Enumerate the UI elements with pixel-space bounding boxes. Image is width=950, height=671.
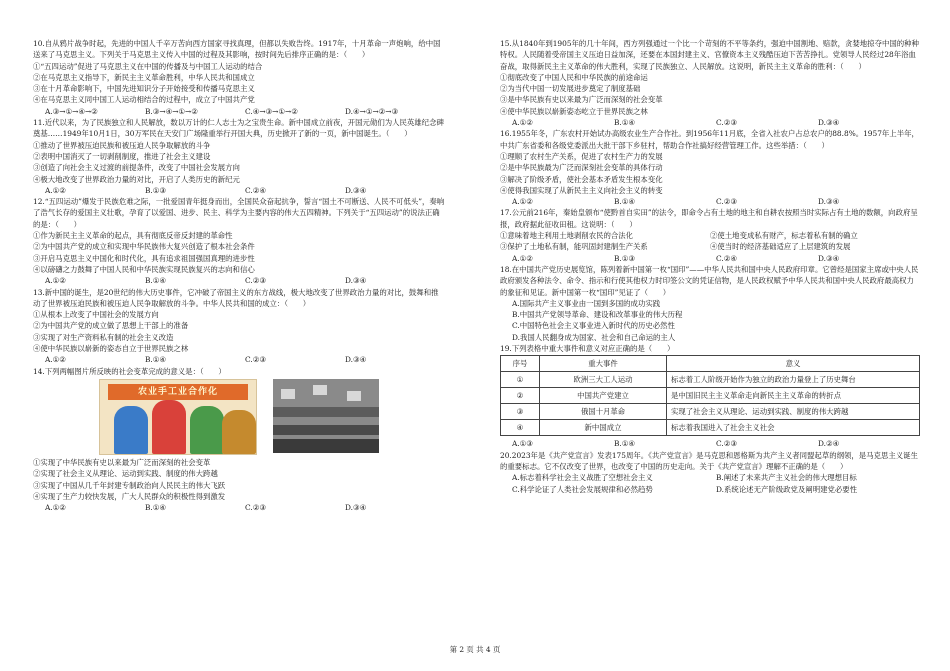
- option: ①理顺了农村生产关系，促进了农村生产力的发展: [500, 151, 663, 161]
- choice-c: C.②③: [245, 355, 266, 365]
- question-13: [33, 287, 445, 366]
- table-cell: 实现了社会主义从理论、运动到实践、制度的伟大跨越: [667, 404, 920, 420]
- table-cell: 欧洲三大工人运动: [540, 372, 667, 388]
- option: ④使得我国实现了从新民主主义向社会主义的转变: [500, 185, 663, 195]
- table-cell: ②: [501, 388, 540, 404]
- table-row: [501, 420, 920, 436]
- question-10: [33, 38, 445, 117]
- choice-a: A.①②: [512, 118, 533, 128]
- choice-c: C.②③: [716, 118, 737, 128]
- table-header-row: [501, 356, 920, 372]
- table-cell: ④: [501, 420, 540, 436]
- option: ②实现了社会主义从理论、运动到实践、制度的伟大跨越: [33, 469, 218, 479]
- choice-a: A.①②: [45, 355, 66, 365]
- choice-b: B.中国共产党领导革命、建设和改革事业的伟大历程: [512, 310, 683, 320]
- question-stem: 17.公元前216年，秦始皇颁布“使黔首自实田”的法令，即命令占有土地的地主和自耕农按照当时实际占有土地的数额，向政府呈报，政府据此征收田租。这说明：（ ）: [500, 208, 918, 229]
- table-row: [501, 404, 920, 420]
- question-stem: 13.新中国的诞生，是20世纪的伟大历史事件，它冲破了帝国主义的东方战线，极大地改变了世界政治力量的对比，鼓舞和推动了世界被压迫民族和被压迫人民争取解放的斗争。中华人民共和国的成立：（ ）: [33, 287, 439, 308]
- option: ④使中华民族以崭新的姿态自立于世界民族之林: [33, 344, 189, 354]
- answer-choices: [45, 106, 445, 117]
- option: ②为当代中国一切发展进步奠定了制度基础: [500, 84, 641, 94]
- option-row: [512, 472, 920, 483]
- choice-a: A.国际共产主义事业由一国到多国的成功实践: [512, 298, 661, 308]
- choice-c: C.②③: [245, 503, 266, 513]
- choice-b: B.阐述了未来共产主义社会的伟大理想目标: [716, 473, 857, 483]
- option: ③在十月革命影响下，中国先进知识分子开始接受和传播马克思主义: [33, 84, 255, 94]
- question-stem: 16.1955年冬，广东农村开始试办高级农业生产合作社。到1956年11月底，全省入社农户占总农户的88.8%。1957年上半年，中共广东省委和各级党委派出大批干部下乡驻村，帮助合作社搞好经营管理工作。这些举措：（ ）: [500, 129, 919, 150]
- table-cell: ①: [501, 372, 540, 388]
- option: ②在马克思主义指导下，新民主主义革命胜利，中华人民共和国成立: [33, 72, 255, 82]
- option: ③开启马克思主义中国化和时代化，具有追求祖国强国真理的进步性: [33, 253, 255, 263]
- option: ③创造了向社会主义过渡的前提条件，改变了中国社会发展方向: [33, 163, 240, 173]
- choice-d: D.③④: [818, 197, 840, 207]
- question-stem: 14.下列两幅图片所反映的社会变革完成的意义是：（ ）: [33, 366, 226, 376]
- choice-b: B.①④: [614, 197, 636, 207]
- question-stem: 19.下列表格中重大事件和意义对应正确的是（ ）: [500, 344, 675, 354]
- choice-d: D.③④: [345, 355, 367, 365]
- option: ①从根本上改变了中国社会的发展方向: [33, 310, 159, 320]
- answer-choices: [512, 253, 920, 264]
- choice-d: D.我国人民翻身成为国家、社会和自己命运的主人: [512, 332, 676, 342]
- table-cell: 标志着工人阶级开始作为独立的政治力量登上了历史舞台: [667, 372, 920, 388]
- choice-c: C.②③: [716, 439, 737, 449]
- question-19: [500, 343, 920, 450]
- option-row: [512, 484, 920, 495]
- table-cell: 新中国成立: [540, 420, 667, 436]
- option: ②使土地变成私有财产，标志着私有制的确立: [710, 231, 858, 241]
- table-cell: 中国共产党建立: [540, 388, 667, 404]
- question-12: [33, 196, 445, 286]
- table-cell: 标志着我国进入了社会主义社会: [667, 420, 920, 436]
- option: ②为中国共产党的成立和实现中华民族伟大复兴创造了根本社会条件: [33, 242, 255, 252]
- answer-choices: [45, 275, 445, 286]
- crowd-photo-image: [273, 379, 379, 453]
- choice-c: C.②③: [245, 276, 266, 286]
- choice-d: D.④→①→②→③: [345, 106, 399, 116]
- question-stem: 18.在中国共产党历史展览馆，陈列着新中国第一枚“国印”——中华人民共和国中央人民政府印章。它曾经是国家主席或中央人民政府颁发各种法令、命令、指示和行使其他权力时印签公文的凭证信物，是人民政权赋予中华人民共和国中央人民政府最高权力的象征和见证。新中国第一枚“国印”见证了（ ）: [500, 264, 919, 297]
- choice-d: D.③④: [818, 253, 840, 263]
- poster-banner: 农业手工业合作化: [108, 384, 248, 400]
- choice-d: D.②④: [818, 439, 840, 449]
- option: ①意味着地主利用土地剥削农民的合法化: [500, 231, 634, 241]
- question-figures: [33, 379, 445, 455]
- table-cell: 俄国十月革命: [540, 404, 667, 420]
- column-header: 序号: [501, 356, 540, 372]
- option: ③是中华民族有史以来最为广泛而深刻的社会变革: [500, 95, 663, 105]
- table-cell: ③: [501, 404, 540, 420]
- option: ④实现了生产力较快发展，广大人民群众的积极性得到激发: [33, 491, 226, 501]
- question-20: [500, 450, 920, 495]
- choice-a: A.①②: [512, 253, 533, 263]
- option: ④以磅礴之力鼓舞了中国人民和中华民族实现民族复兴的志向和信心: [33, 264, 255, 274]
- option-row: [500, 230, 920, 241]
- choice-c: C.②④: [716, 253, 737, 263]
- question-14: [33, 366, 445, 514]
- column-header: 意义: [667, 356, 920, 372]
- choice-d: D.③④: [345, 503, 367, 513]
- option: ①彻底改变了中国人民和中华民族的前途命运: [500, 72, 648, 82]
- choice-b: B.③→④→①→②: [145, 106, 198, 116]
- option: ③实现了中国从几千年封建专制政治向人民民主的伟大飞跃: [33, 480, 226, 490]
- choice-d: D.③④: [345, 185, 367, 195]
- choice-d: D.系统论述无产阶级政党及阐明建党必要性: [716, 484, 858, 494]
- choice-a: A.①②: [45, 185, 66, 195]
- choice-c: C.科学论证了人类社会发展规律和必然趋势: [512, 484, 653, 494]
- question-17: [500, 207, 920, 263]
- option: ①作为新民主主义革命的起点，具有彻底反帝反封建的革命性: [33, 231, 233, 241]
- answer-choices: [512, 117, 920, 128]
- question-stem: 11.近代以来，为了民族独立和人民解放，数以万计的仁人志士为之宝贵生命。新中国成立前夜，开国元勋们为人民英雄纪念碑奠基……1949年10月1日，30万军民在天安门广场隆重举行开国大典，历史掀开了新的一页，新中国诞生。（ ）: [33, 118, 444, 139]
- choice-a: A.①②: [45, 276, 66, 286]
- choice-c: C.②③: [716, 197, 737, 207]
- right-column: [500, 38, 920, 495]
- option: ③保护了土地私有制，能巩固封建制生产关系: [500, 242, 648, 252]
- option: ②表明中国消灭了一切剥削制度，推进了社会主义建设: [33, 151, 211, 161]
- option-row: [500, 241, 920, 252]
- choice-c: C.中国特色社会主义事业进入新时代的历史必然性: [512, 321, 675, 331]
- option: ①“五四运动”促进了马克思主义在中国的传播及与中国工人运动的结合: [33, 61, 263, 71]
- poster-figure: [190, 406, 224, 454]
- choice-a: A.标志着科学社会主义战胜了空想社会主义: [512, 473, 653, 483]
- choice-b: B.①④: [614, 439, 636, 449]
- option: ①实现了中华民族有史以来最为广泛而深刻的社会变革: [33, 457, 211, 467]
- option: ④使当时的经济基础适应了上层建筑的发展: [710, 242, 851, 252]
- question-11: [33, 117, 445, 196]
- choice-a: A.①②: [512, 197, 533, 207]
- option: ②是中华民族最为广泛而深刻社会变革的具体行动: [500, 163, 663, 173]
- option: ②为中国共产党的成立做了思想上干部上的准备: [33, 321, 189, 331]
- poster-figure: [222, 410, 256, 454]
- table-row: [501, 372, 920, 388]
- choice-a: A.①②: [45, 503, 66, 513]
- choice-d: D.③④: [818, 118, 840, 128]
- question-18: [500, 264, 920, 343]
- option: ③实现了对生产资料私有制的社会主义改造: [33, 332, 174, 342]
- choice-b: B.①③: [145, 185, 167, 195]
- option: ①推动了世界被压迫民族和被压迫人民争取解放的斗争: [33, 140, 211, 150]
- option: ④极大地改变了世界政治力量的对比，开启了人类历史的新纪元: [33, 174, 240, 184]
- column-header: 重大事件: [540, 356, 667, 372]
- choice-a: A.③→①→④→②: [45, 106, 98, 116]
- question-16: [500, 128, 920, 207]
- answer-choices: [45, 354, 445, 365]
- choice-b: B.①④: [614, 118, 636, 128]
- table-row: [501, 388, 920, 404]
- poster-figure: [152, 400, 186, 454]
- option: ③解决了阶级矛盾，使社会基本矛盾发生根本变化: [500, 174, 663, 184]
- left-column: [33, 38, 445, 513]
- answer-choices: [45, 502, 445, 513]
- choice-b: B.①③: [614, 253, 636, 263]
- option: ④在马克思主义同中国工人运动相结合的过程中，成立了中国共产党: [33, 95, 255, 105]
- page-number: 第 2 页 共 4 页: [449, 645, 501, 654]
- question-stem: 20.2023年是《共产党宣言》发表175周年。《共产党宣言》是马克思和恩格斯为共产主义者同盟起草的纲领，是马克思主义诞生的重要标志。它不仅改变了世界，也改变了中国的历史走向。关于《共产党宣言》理解不正确的是（ ）: [500, 450, 918, 471]
- choice-a: A.①③: [512, 439, 533, 449]
- choice-b: B.①④: [145, 276, 167, 286]
- question-stem: 15.从1840年到1905年的几十年间，西方列强通过一个比一个苛刻的不平等条约，强迫中国割地、赔款，贪婪地掠夺中国的种种特权。人民随着受帝国主义压迫日益加深，还要在本国封建主义、官僚资本主义残酷压迫下苦苦挣扎。党领导人民经过28年浴血奋战，取得新民主主义革命的伟大胜利，实现了民族独立、人民解放。这说明，新民主主义革命的胜利：（ ）: [500, 39, 919, 71]
- choice-d: D.③④: [345, 276, 367, 286]
- events-table: [500, 355, 920, 436]
- question-stem: 10.自从鸦片战争时起，先进的中国人千辛万苦向西方国家寻找真理，但都以失败告终。1917年，十月革命一声炮响，给中国送来了马克思主义。下列关于马克思主义传入中国的过程及其影响，按时间先后排序正确的是：（ ）: [33, 39, 441, 60]
- answer-choices: [512, 196, 920, 207]
- poster-figure: [114, 406, 148, 454]
- choice-b: B.①④: [145, 503, 167, 513]
- table-cell: 是中国旧民主主义革命走向新民主主义革命的转折点: [667, 388, 920, 404]
- answer-choices: [45, 185, 445, 196]
- question-stem: 12.“五四运动”爆发于民族危难之际，一批爱国青年挺身而出，全国民众奋起抗争，誓言“国土不可断送、人民不可低头”，奏响了浩气长存的爱国主义壮歌，孕育了以爱国、进步、民主、科学为主要内容的伟大五四精神。下列关于“五四运动”的说法正确的是：（ ）: [33, 197, 445, 229]
- choice-b: B.①④: [145, 355, 167, 365]
- question-15: [500, 38, 920, 128]
- answer-choices: [512, 438, 920, 449]
- choice-c: C.②④: [245, 185, 266, 195]
- choice-c: C.④→③→①→②: [245, 106, 298, 116]
- option: ④使中华民族以崭新姿态屹立于世界民族之林: [500, 106, 648, 116]
- cooperative-poster-image: [99, 379, 257, 455]
